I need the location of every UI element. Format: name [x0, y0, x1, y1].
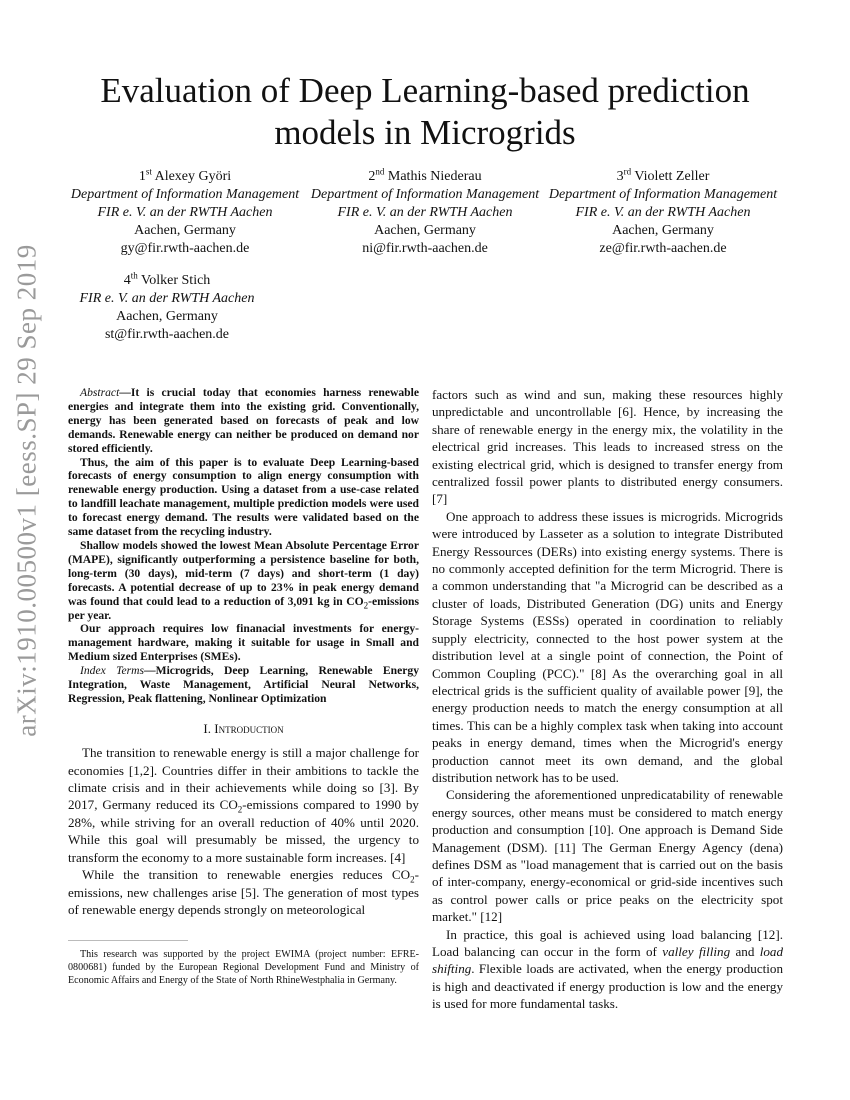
- author-2-location: Aachen, Germany: [374, 223, 476, 238]
- footnote: This research was supported by the project EWIMA (project number: EFRE-0800681) funded by the European Regional Development Fund and Ministry of Economic Affairs and Energy of the State of North RhineWestphalia in Germany.: [68, 949, 419, 986]
- right-p2: One approach to address these issues is microgrids. Microgrids were introduced by Lasseter as a solution to integrate Distributed Energy Ressources (DERs) into existing energy systems. There is no commonly accepted definition for the term Microgrid. There is a common understanding that "a Microgrid can be described as a cluster of loads, Distributed Generation (DG) units and Energy Storage Systems (ESSs) operated in coordination to reliably supply electricity, connected to the host power system at the distribution level at a single point of connection, the Point of Common Coupling (PCC)." [8] As the overarching goal in all electrical grids is the sufficient quality of available power [9], the energy production needs to match the energy consumption at all times. This can be a highly complex task when taking into account peaks in energy demand, times when the Microgrid's energy production cannot meet its own demand, and the global distribution network has to be used.: [432, 508, 783, 785]
- abstract-p2: Thus, the aim of this paper is to evaluate Deep Learning-based forecasts of energy consumption to align energy consumption with renewable energy production. Using a dataset from a use-case related to landfill leachate management, multiple prediction models were used to forecast energy demand. The results were validated based on the same dataset from the recycling industry.: [68, 455, 419, 539]
- author-4: [57, 272, 277, 344]
- arxiv-stamp-text: arXiv:1910.00500v1 [eess.SP] 29 Sep 2019: [11, 243, 42, 737]
- author-1-name: 1st Alexey Györi: [138, 166, 232, 184]
- abstract: [68, 386, 419, 706]
- author-4-name: 4th Volker Stich: [123, 270, 211, 288]
- author-4-email: st@fir.rwth-aachen.de: [104, 327, 230, 342]
- abstract-p4: Our approach requires low finanacial investments for energy-management hardware, making it suitable for usage in Small and Medium sized Enterprises (SMEs).: [68, 622, 419, 664]
- author-2-org: FIR e. V. an der RWTH Aachen: [337, 205, 513, 220]
- right-column: [432, 386, 783, 1013]
- intro-p1: The transition to renewable energy is still a major challenge for economies [1,2]. Countries differ in their ambitions to tackle the climate crisis and in their achievements while doing so [3]. By 2017, Germany reduced its $CO_2$-emissions compared to 1990 by 28%, while striving for an overall reduction of 40% until 2020. While this goal will presumably be missed, the urgency to transform the economy to a more sustainable form increases. [4]: [68, 745, 419, 865]
- arxiv-stamp: [2, 243, 52, 737]
- index-terms: Index Terms—Microgrids, Deep Learning, Renewable Energy Integration, Waste Management, Artificial Neural Networks, Regression, Peak flattening, Nonlinear Optimization: [68, 664, 419, 705]
- author-2-email: ni@fir.rwth-aachen.de: [362, 241, 488, 256]
- author-3-org: FIR e. V. an der RWTH Aachen: [575, 205, 751, 220]
- author-1-location: Aachen, Germany: [134, 223, 236, 238]
- right-p1: factors such as wind and sun, making these resources highly unpredictable and uncontrollable [6]. Hence, by increasing the share of renewable energy in the energy mix, the volatility in the electrical grid increases. This leads to increased stress on the existing electrical grid, which is designed to transfer energy from centralized fossil power plants to distributed energy consumers. [7]: [432, 387, 783, 507]
- abstract-p3: Shallow models showed the lowest Mean Absolute Percentage Error (MAPE), significantly outperforming a persistence baseline for both, long-term (30 days), mid-term (7 days) and short-term (1 day) forecasts. A potential decrease of up to 23% in peak energy demand was found that could lead to a reduction of 3,091 kg in $CO_2$-emissions per year.: [68, 538, 419, 622]
- author-1-dept: Department of Information Management: [70, 187, 300, 202]
- right-p3: Considering the aforementioned unpredicatability of renewable energy sources, other means must be considered to match energy production and consumption [10]. One approach is Demand Side Management (DSM). [11] The German Energy Agency (dena) defines DSM as "load management that is carried out on the basis of inter-company, energy-economical or grid-side incentives such as control power calls or price peaks on the electricity spot market." [12]: [432, 787, 783, 925]
- author-3-email: ze@fir.rwth-aachen.de: [599, 241, 727, 256]
- author-2: [295, 168, 555, 258]
- paper-title: Evaluation of Deep Learning-based prediction models in Microgrids: [100, 71, 750, 152]
- author-3: [533, 168, 793, 258]
- abstract-p1: Abstract—It is crucial today that economies harness renewable energies and integrate them into the existing grid. Conventionally, energy has been generated based on forecasts of peak and low demands. Renewable energy can neither be produced on demand nor stored efficiently.: [68, 386, 419, 455]
- author-4-location: Aachen, Germany: [116, 309, 218, 324]
- author-3-location: Aachen, Germany: [612, 223, 714, 238]
- author-1: [55, 168, 315, 258]
- footnote-rule: [68, 940, 188, 941]
- author-1-org: FIR e. V. an der RWTH Aachen: [97, 205, 273, 220]
- author-2-name: 2nd Mathis Niederau: [368, 166, 482, 184]
- author-2-dept: Department of Information Management: [310, 187, 540, 202]
- intro-p2: While the transition to renewable energies reduces $CO_2$-emissions, new challenges arise [5]. The generation of most types of renewable energy depends strongly on meteorological: [68, 867, 419, 917]
- right-p4: In practice, this goal is achieved using load balancing [12]. Load balancing can occur in the form of valley filling and load shifting. Flexible loads are activated, when the energy production is high and deactivated if energy production is low and the energy is used for more fundamental tasks.: [432, 926, 783, 1012]
- author-4-org: FIR e. V. an der RWTH Aachen: [79, 291, 255, 306]
- author-1-email: gy@fir.rwth-aachen.de: [120, 241, 250, 256]
- author-3-dept: Department of Information Management: [548, 187, 778, 202]
- author-3-name: 3rd Violett Zeller: [616, 166, 710, 184]
- section-heading-introduction: I. Introduction: [203, 720, 284, 736]
- left-column: [68, 386, 419, 918]
